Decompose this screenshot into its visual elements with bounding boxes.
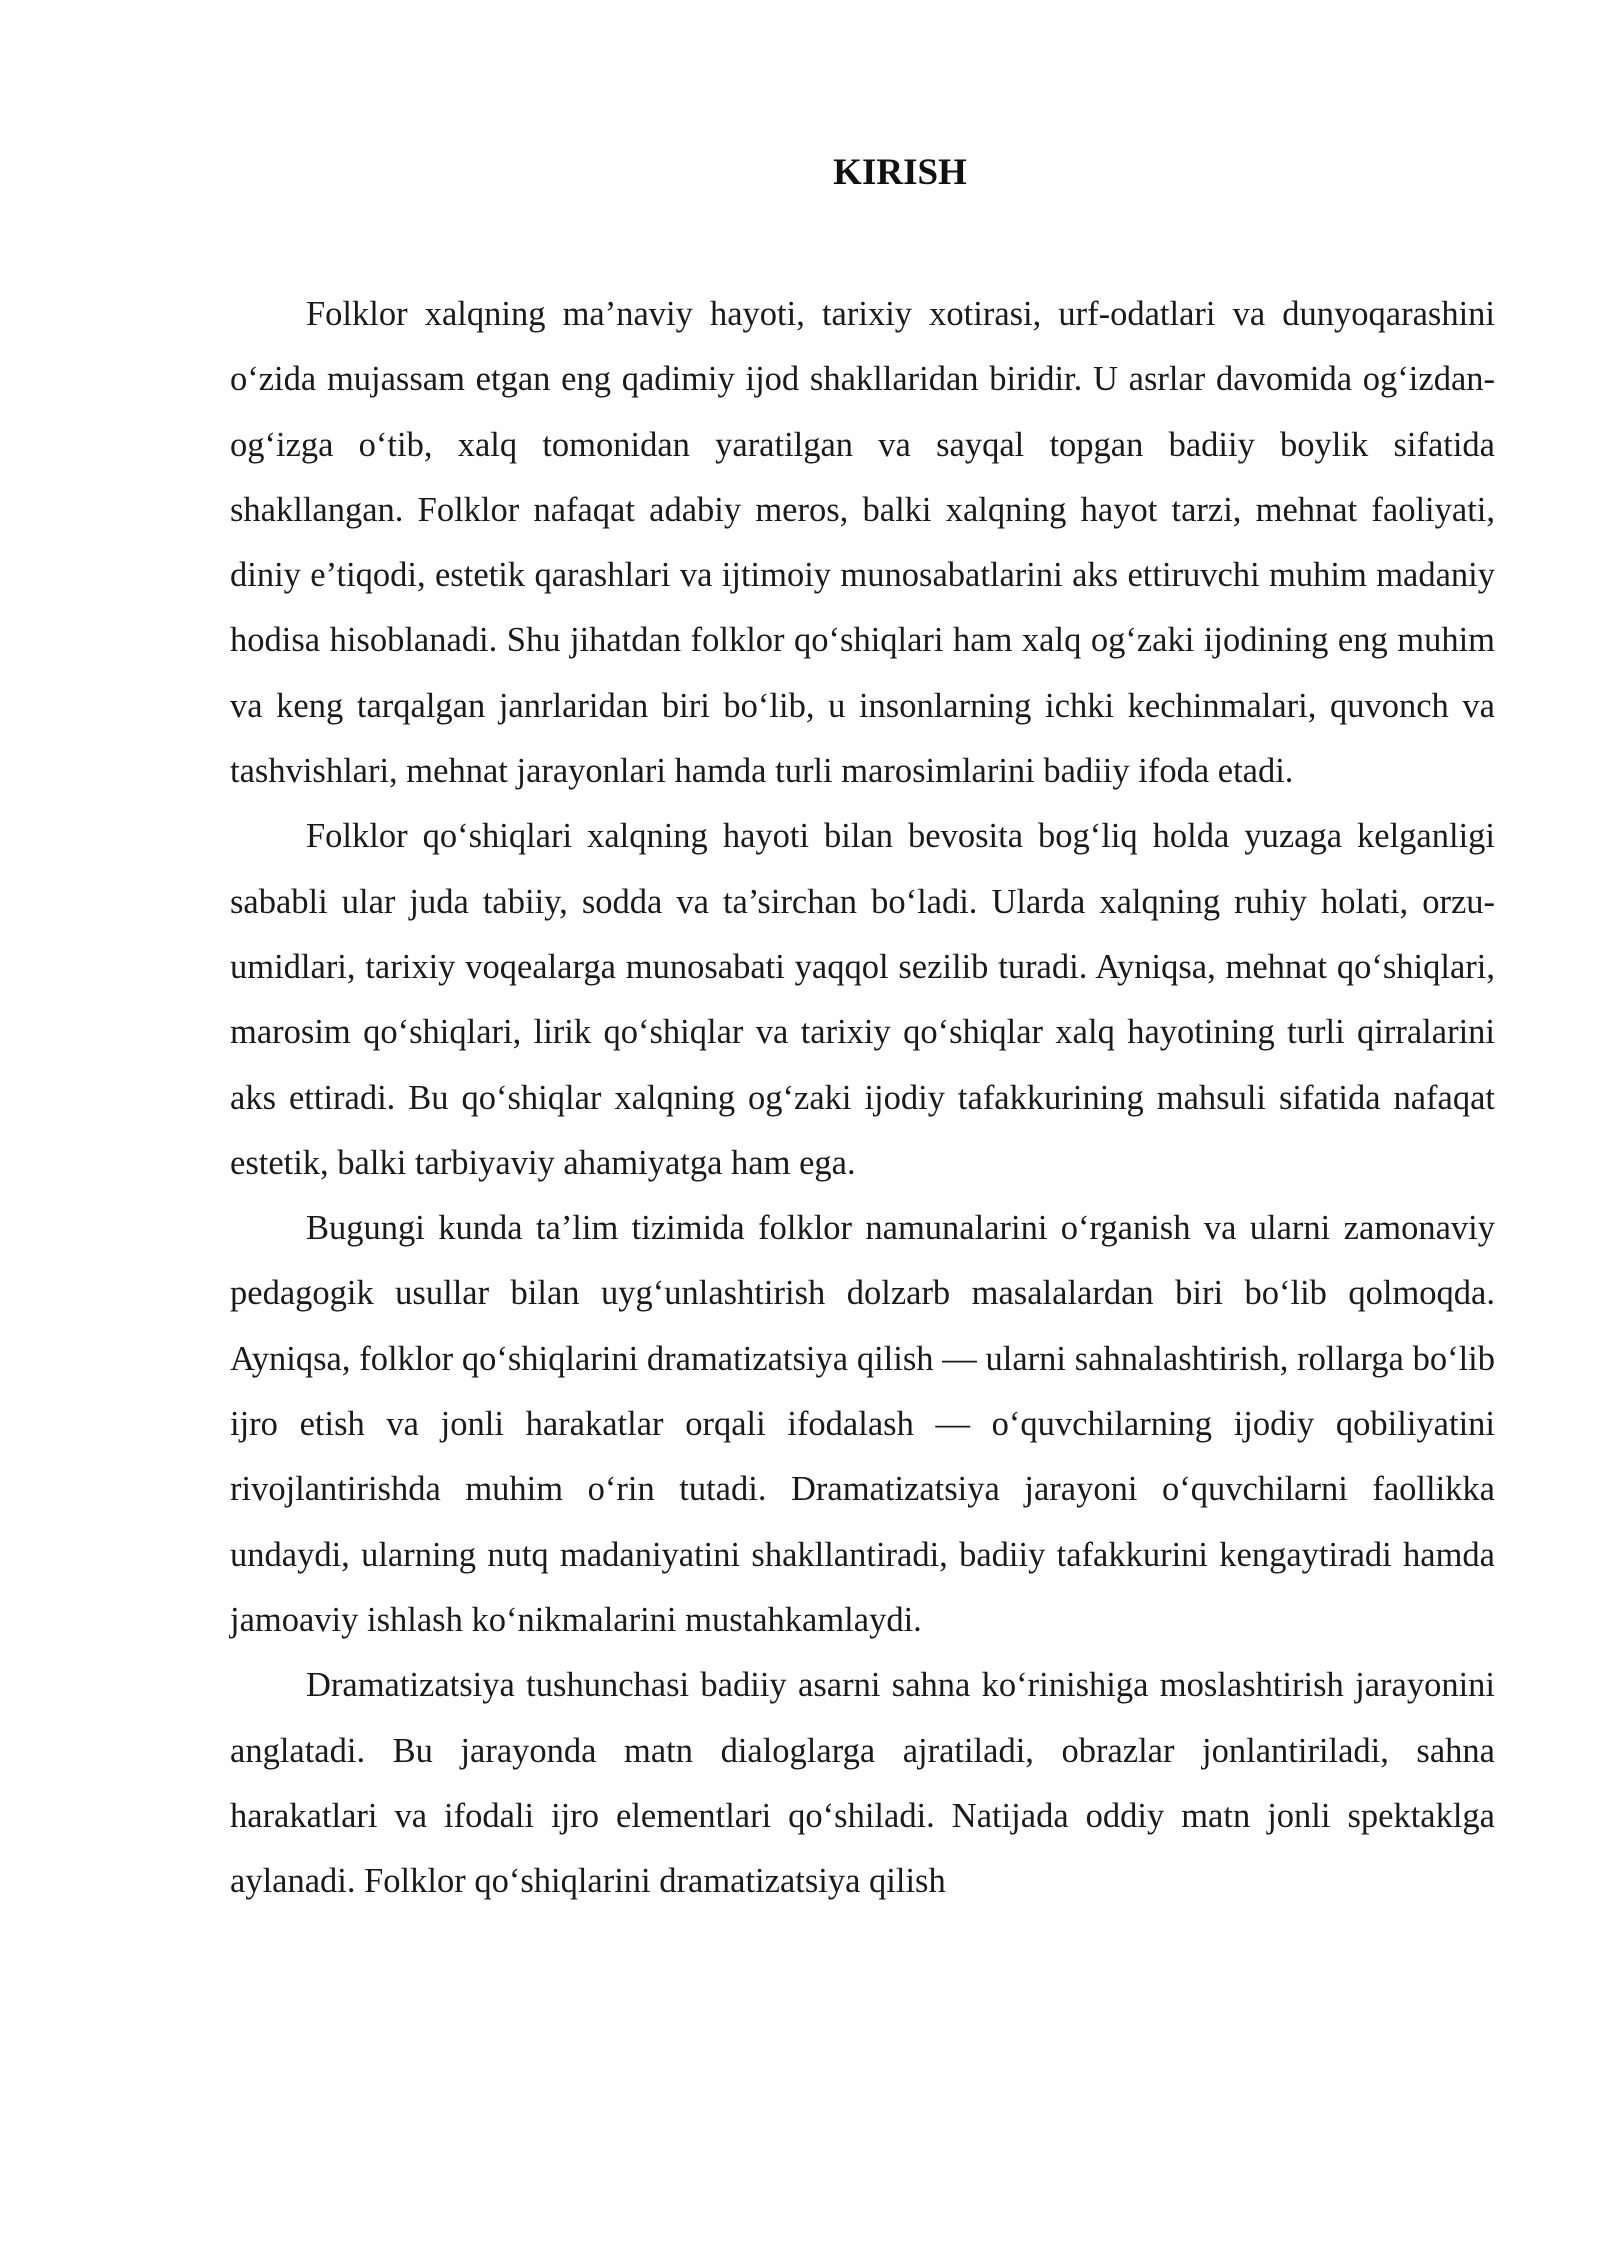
body-text <box>230 282 1495 1914</box>
paragraph-1: Folklor xalqning ma’naviy hayoti, tarixiy xotirasi, urf-odatlari va dunyoqarashini o‘zida mujassam etgan eng qadimiy ijod shakllaridan biridir. U asrlar davomida og‘izdan-og‘izga o‘tib, xalq tomonidan yaratilgan va sayqal topgan badiiy boylik sifatida shakllangan. Folklor nafaqat adabiy meros, balki xalqning hayot tarzi, mehnat faoliyati, diniy e’tiqodi, estetik qarashlari va ijtimoiy munosabatlarini aks ettiruvchi muhim madaniy hodisa hisoblanadi. Shu jihatdan folklor qo‘shiqlari ham xalq og‘zaki ijodining eng muhim va keng tarqalgan janrlaridan biri bo‘lib, u insonlarning ichki kechinmalari, quvonch va tashvishlari, mehnat jarayonlari hamda turli marosimlarini badiiy ifoda etadi. <box>230 295 1495 791</box>
paragraph-3: Bugungi kunda ta’lim tizimida folklor namunalarini o‘rganish va ularni zamonaviy pedagogik usullar bilan uyg‘unlashtirish dolzarb masalalardan biri bo‘lib qolmoqda. Ayniqsa, folklor qo‘shiqlarini dramatizatsiya qilish — ularni sahnalashtirish, rollarga bo‘lib ijro etish va jonli harakatlar orqali ifodalash — o‘quvchilarning ijodiy qobiliyatini rivojlantirishda muhim o‘rin tutadi. Dramatizatsiya jarayoni o‘quvchilarni faollikka undaydi, ularning nutq madaniyatini shakllantiradi, badiiy tafakkurini kengaytiradi hamda jamoaviy ishlash ko‘nikmalarini mustahkamlaydi. <box>230 1209 1495 1639</box>
paragraph-4: Dramatizatsiya tushunchasi badiiy asarni sahna ko‘rinishiga moslashtirish jarayonini anglatadi. Bu jarayonda matn dialoglarga ajratiladi, obrazlar jonlantiriladi, sahna harakatlari va ifodali ijro elementlari qo‘shiladi. Natijada oddiy matn jonli spektaklga aylanadi. Folklor qo‘shiqlarini dramatizatsiya qilish <box>230 1666 1495 1901</box>
paragraph-2: Folklor qo‘shiqlari xalqning hayoti bilan bevosita bog‘liq holda yuzaga kelganligi sababli ular juda tabiiy, sodda va ta’sirchan bo‘ladi. Ularda xalqning ruhiy holati, orzu-umidlari, tarixiy voqealarga munosabati yaqqol sezilib turadi. Ayniqsa, mehnat qo‘shiqlari, marosim qo‘shiqlari, lirik qo‘shiqlar va tarixiy qo‘shiqlar xalq hayotining turli qirralarini aks ettiradi. Bu qo‘shiqlar xalqning og‘zaki ijodiy tafakkurining mahsuli sifatida nafaqat estetik, balki tarbiyaviy ahamiyatga ham ega. <box>230 817 1495 1182</box>
page-title: KIRISH <box>833 152 967 193</box>
